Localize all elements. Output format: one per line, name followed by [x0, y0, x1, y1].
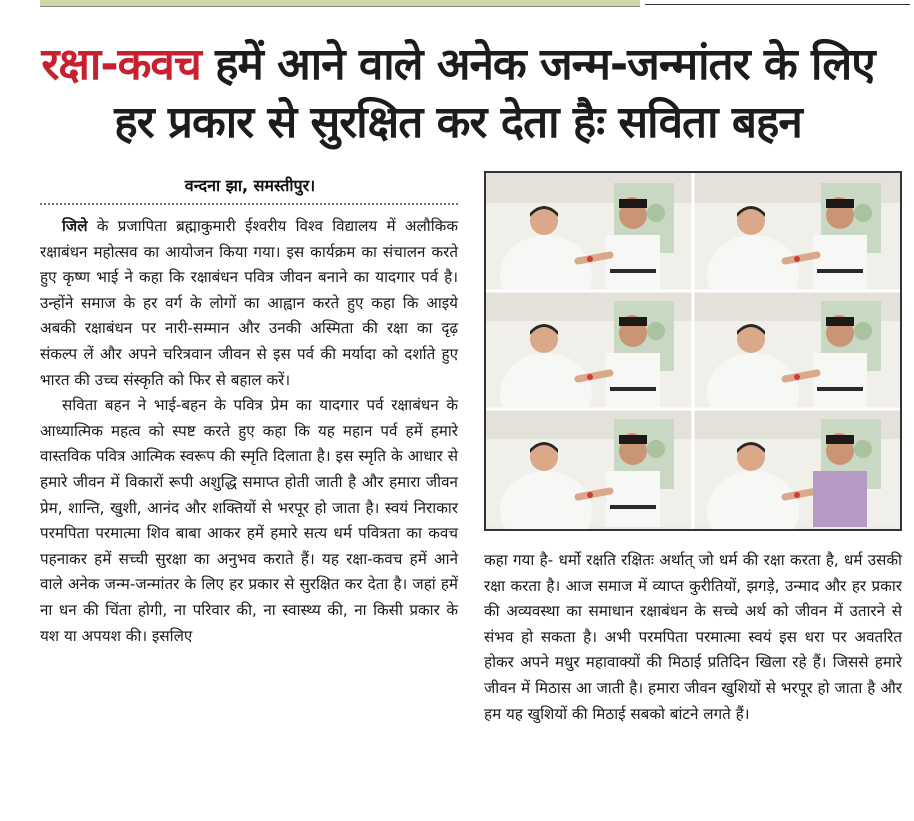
top-rule — [645, 4, 910, 5]
previous-article-strip — [40, 0, 640, 7]
paragraph-3: कहा गया है- धर्मो रक्षति रक्षितः अर्थात् जो धर्म की रक्षा करता है, धर्म उसकी रक्षा करता है। आज समाज में व्याप्त कुरीतियों, झगड़े, उन्माद और हर प्रकार की अव्यवस्था का समाधान रक्षाबंधन के सच्चे अर्थ को जीवन में उतारने से संभव हो सकता है। अभी परमपिता परमात्मा स्वयं इस धरा पर अवतरित होकर अपने मधुर महावाक्यों की मिठाई प्रतिदिन खिला रहे हैं। जिससे हमारे जीवन में मिठास आ जाती है। हमारा जीवन खुशियों से भरपूर हो जाता है और हम यह खुशियों की मिठाई सबको बांटने लगते हैं। — [484, 551, 902, 723]
headline-accent: रक्षा-कवच — [41, 39, 201, 90]
rakhi-ceremony-photos — [486, 173, 900, 529]
photo-5 — [486, 409, 693, 529]
photo-6 — [693, 409, 900, 529]
headline-text: हमें आने वाले अनेक जन्म-जन्मांतर के लिए हर प्रकार से सुरक्षित कर देता हैः सविता बहन — [114, 39, 875, 148]
article-column-2 — [484, 548, 902, 727]
dotted-separator — [40, 203, 458, 205]
byline: वन्दना झा, समस्तीपुर। — [184, 176, 316, 195]
paragraph-1-lead: जिले — [62, 217, 88, 235]
headline — [18, 36, 898, 152]
article-column-1 — [40, 214, 458, 649]
paragraph-2: सविता बहन ने भाई-बहन के पवित्र प्रेम का यादगार पर्व रक्षाबंधन के आध्यात्मिक महत्व को स्पष्ट करते हुए कहा कि यह महान पर्व हमें हमारे वास्तविक पवित्र आत्मिक स्वरूप की स्मृति दिलाता है। इस स्मृति के आधार से हमारे जीवन में विकारों रूपी अशुद्धि समाप्त होती जाती है और हमारा जीवन प्रेम, शान्ति, खुशी, आनंद और शक्तियों से भरपूर हो जाता है। स्वयं निराकार परमपिता परमात्मा शिव बाबा आकर हमें हमारे सत्य धर्म पवित्रता का कवच पहनाकर हमें सच्ची सुरक्षा का अनुभव कराते हैं। यह रक्षा-कवच हमें आने वाले अनेक जन्म-जन्मांतर के लिए हर प्रकार से सुरक्षित कर देता है। जहां हमें ना धन की चिंता होगी, ना परिवार की, ना स्वास्थ्य की, ना किसी प्रकार के यश या अपयश की। इसलिए — [40, 396, 458, 645]
paragraph-1-text: के प्रजापिता ब्रह्माकुमारी ईश्वरीय विश्व विद्यालय में अलौकिक रक्षाबंधन महोत्सव का आयोजन किया गया। इस कार्यक्रम का संचालन करते हुए कृष्ण भाई ने कहा कि रक्षाबंधन पवित्र जीवन बनाने का यादगार पर्व है। उन्होंने समाज के हर वर्ग के लोगों का आह्वान करते हुए कहा कि आइये अबकी रक्षाबंधन पर नारी-सम्मान और उनकी अस्मिता की रक्षा का दृढ़ संकल्प लें और अपने चरित्रवान जीवन से इस पर्व की मर्यादा को दर्शाते हुए भारत की उच्च संस्कृति को फिर से बहाल करें। — [40, 217, 458, 389]
paragraph-1 — [40, 214, 458, 393]
photo-collage — [484, 171, 902, 531]
